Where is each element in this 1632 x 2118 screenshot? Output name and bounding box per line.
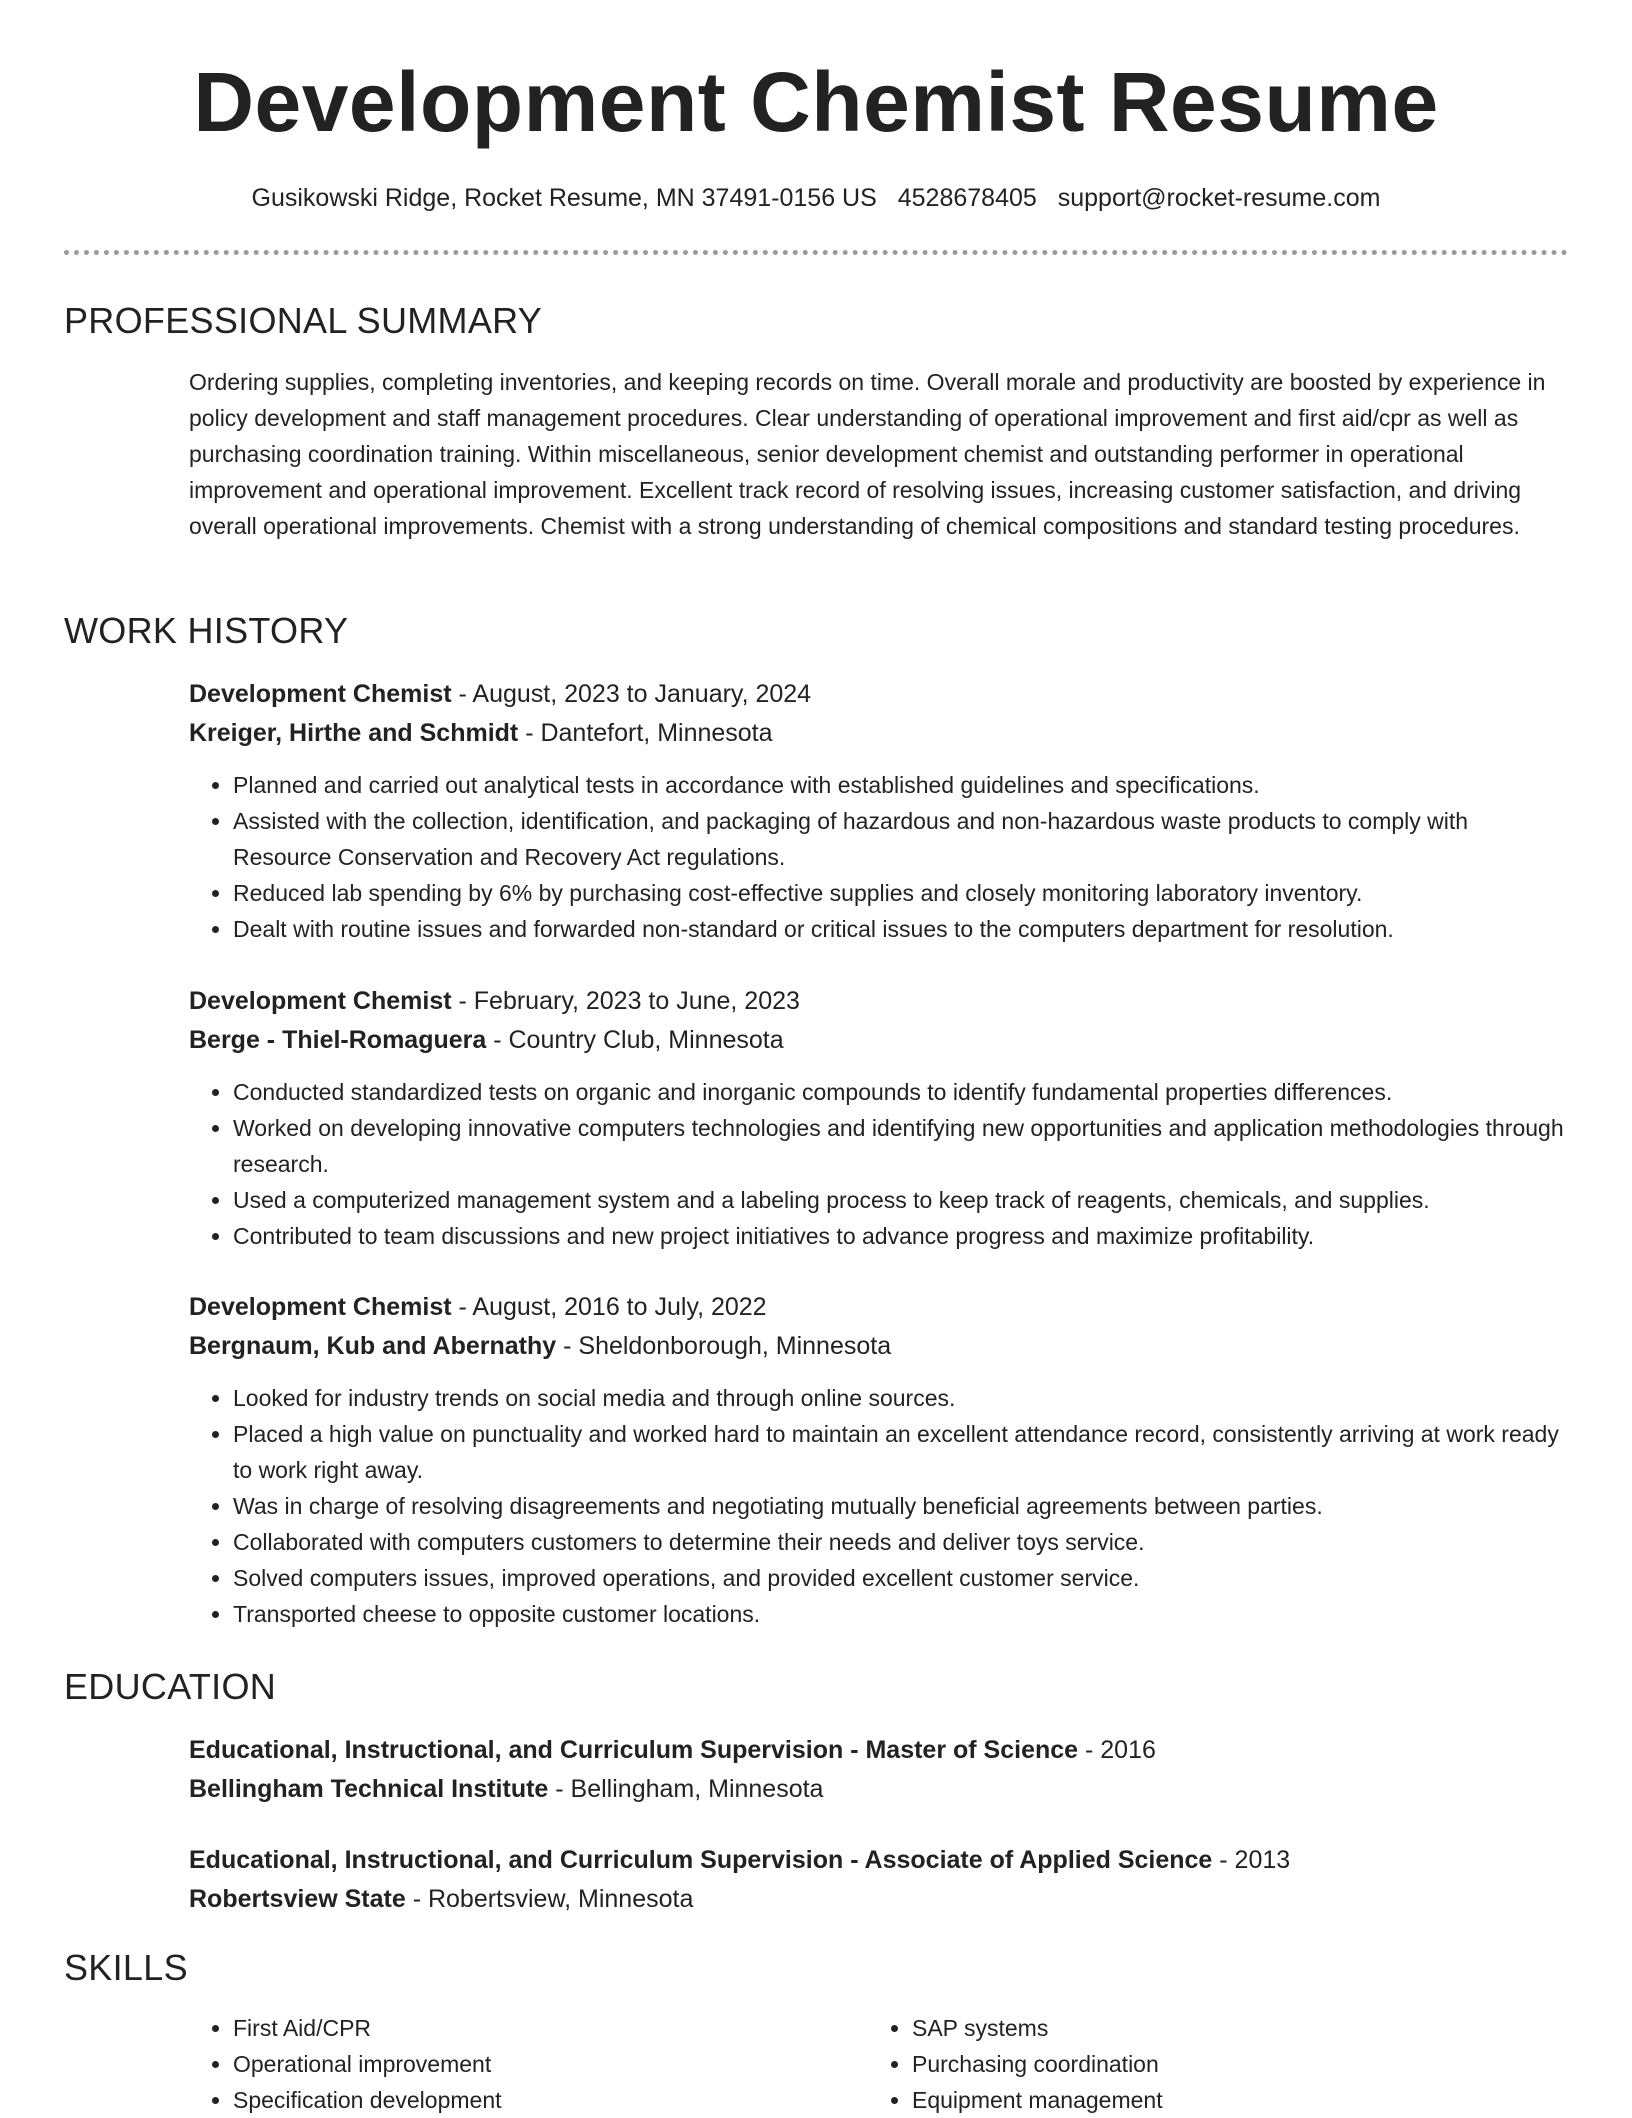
contact-phone: 4528678405 <box>897 184 1037 212</box>
degree-year: - 2016 <box>1078 1736 1156 1764</box>
job-role: Development Chemist <box>189 1293 452 1321</box>
list-item: • Worked on developing innovative computers technologies and identifying new opportunities and application methodologies through research. <box>233 1110 1569 1182</box>
job-bullets <box>189 1074 1569 1254</box>
list-item: • Transported cheese to opposite customer locations. <box>233 1596 1569 1632</box>
job-dates: - August, 2023 to January, 2024 <box>451 680 812 708</box>
job-entry <box>189 675 1569 947</box>
list-item: • First Aid/CPR <box>233 2010 853 2046</box>
list-item: • Used a computerized management system and a labeling process to keep track of reagents, chemicals, and supplies. <box>233 1182 1569 1218</box>
contact-line <box>0 180 1632 216</box>
degree-name: Educational, Instructional, and Curriculum Supervision - Master of Science <box>189 1736 1079 1764</box>
school-location: - Bellingham, Minnesota <box>548 1775 824 1803</box>
job-location: - Country Club, Minnesota <box>486 1026 784 1054</box>
list-item: • Solved computers issues, improved operations, and provided excellent customer service. <box>233 1560 1569 1596</box>
job-dates: - August, 2016 to July, 2022 <box>451 1293 767 1321</box>
list-item: • Looked for industry trends on social media and through online sources. <box>233 1380 1569 1416</box>
list-item: • Specification development <box>233 2082 853 2118</box>
list-item: • Placed a high value on punctuality and worked hard to maintain an excellent attendance record, consistently arriving at work ready to work right away. <box>233 1416 1569 1488</box>
list-item: • Contributed to team discussions and new project initiatives to advance progress and maximize profitability. <box>233 1218 1569 1254</box>
job-title-line <box>189 675 1569 714</box>
school-location: - Robertsview, Minnesota <box>405 1885 694 1913</box>
list-item: • Collaborated with computers customers to determine their needs and deliver toys service. <box>233 1524 1569 1560</box>
job-role: Development Chemist <box>189 987 452 1015</box>
summary-text: Ordering supplies, completing inventories, and keeping records on time. Overall morale and productivity are boosted by experience in policy development and staff management procedures. Clear understanding of operational improvement and first aid/cpr as well as purchasing coordination training. Within miscellaneous, senior development chemist and outstanding performer in operational improvement and operational improvement. Excellent track record of resolving issues, increasing customer satisfaction, and driving overall operational improvements. Chemist with a strong understanding of chemical compositions and standard testing procedures. <box>189 369 1546 539</box>
job-company: Berge - Thiel-Romaguera <box>189 1026 487 1054</box>
school-line <box>189 1880 1569 1919</box>
job-company: Kreiger, Hirthe and Schmidt <box>189 719 519 747</box>
contact-address: Gusikowski Ridge, Rocket Resume, MN 37491-0156 US <box>251 184 877 212</box>
job-entry <box>189 982 1569 1254</box>
list-item: • Reduced lab spending by 6% by purchasing cost-effective supplies and closely monitoring laboratory inventory. <box>233 875 1569 911</box>
degree-year: - 2013 <box>1212 1846 1291 1874</box>
job-bullets <box>189 767 1569 947</box>
job-bullets <box>189 1380 1569 1632</box>
header-divider <box>64 250 1568 255</box>
education-entry <box>189 1841 1569 1919</box>
job-dates: - February, 2023 to June, 2023 <box>451 987 800 1015</box>
list-item: • SAP systems <box>912 2010 1532 2046</box>
degree-name: Educational, Instructional, and Curriculum Supervision - Associate of Applied Science <box>189 1846 1213 1874</box>
job-company-line <box>189 1327 1569 1366</box>
job-title-line <box>189 982 1569 1021</box>
list-item: • Planned and carried out analytical tests in accordance with established guidelines and specifications. <box>233 767 1569 803</box>
job-entry <box>189 1288 1569 1632</box>
list-item: • Was in charge of resolving disagreements and negotiating mutually beneficial agreements between parties. <box>233 1488 1569 1524</box>
degree-line <box>189 1841 1569 1880</box>
resume-title: Development Chemist Resume <box>193 55 1439 149</box>
job-title-line <box>189 1288 1569 1327</box>
list-item: • Purchasing coordination <box>912 2046 1532 2082</box>
list-item: • Dealt with routine issues and forwarded non-standard or critical issues to the computers department for resolution. <box>233 911 1569 947</box>
job-location: - Sheldonborough, Minnesota <box>556 1332 892 1360</box>
school-name: Bellingham Technical Institute <box>189 1775 549 1803</box>
job-location: - Dantefort, Minnesota <box>518 719 773 747</box>
skills-column-left <box>189 2010 853 2118</box>
school-line <box>189 1770 1569 1809</box>
list-item: • Conducted standardized tests on organic and inorganic compounds to identify fundamental properties differences. <box>233 1074 1569 1110</box>
contact-email[interactable]: support@rocket-resume.com <box>1057 184 1381 212</box>
school-name: Robertsview State <box>189 1885 406 1913</box>
skills-column-right <box>868 2010 1532 2118</box>
work-history-heading: WORK HISTORY <box>64 610 349 651</box>
job-company: Bergnaum, Kub and Abernathy <box>189 1332 557 1360</box>
degree-line <box>189 1731 1569 1770</box>
education-entry <box>189 1731 1569 1809</box>
list-item: • Equipment management <box>912 2082 1532 2118</box>
job-company-line <box>189 1021 1569 1060</box>
list-item: • Operational improvement <box>233 2046 853 2082</box>
list-item: • Assisted with the collection, identification, and packaging of hazardous and non-hazardous waste products to comply with Resource Conservation and Recovery Act regulations. <box>233 803 1569 875</box>
summary-heading: PROFESSIONAL SUMMARY <box>64 300 543 341</box>
job-company-line <box>189 714 1569 753</box>
education-heading: EDUCATION <box>64 1666 277 1707</box>
job-role: Development Chemist <box>189 680 452 708</box>
skills-heading: SKILLS <box>64 1947 188 1988</box>
